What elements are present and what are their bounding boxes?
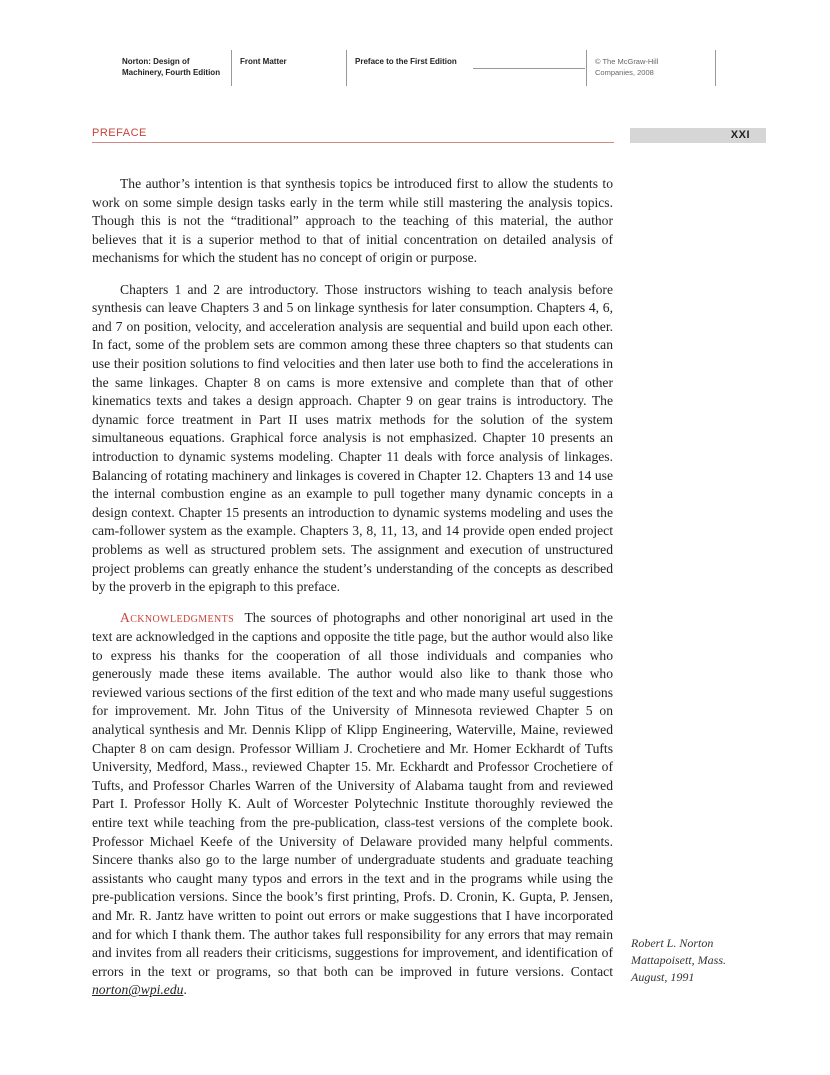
section-rule [92, 142, 614, 143]
header-chapter-cell [346, 50, 473, 86]
signature-name: Robert L. Norton [631, 936, 714, 950]
signature-block [631, 935, 771, 986]
header-book-line2: Machinery, Fourth Edition [122, 68, 221, 77]
acknowledgments-text: The sources of photographs and other nonoriginal art used in the text are acknowledged in the captions and opposite the title page, but the author would also like to express his thanks for the cooperation of all those individuals and companies who generously made these items available. The author would also like to thank those who reviewed various sections of the first edition of the text and who made many useful suggestions for improvement. Mr. John Titus of the University of Minnesota reviewed Chapter 5 on analytical synthesis and Mr. Dennis Klipp of Klipp Engineering, Waterville, Maine, reviewed Chapter 8 on cam design. Professor William J. Crochetiere and Mr. Homer Eckhardt of Tufts University, Medford, Mass., reviewed Chapter 15. Mr. Eckhardt and Professor Crochetiere of Tufts, and Professor Charles Warren of the University of Alabama taught from and reviewed Part I. Professor Holly K. Ault of Worcester Polytechnic Institute thoroughly reviewed the entire text while teaching from the pre-publication, class-test versions of the complete book. Professor Michael Keefe of the University of Delaware provided many helpful comments. Sincere thanks also go to the large number of undergraduate students and graduate teaching assistants who caught many typos and errors in the text and in the programs while using the pre-publication versions. Since the book’s first printing, Profs. D. Cronin, K. Gupta, P. Jensen, and Mr. R. Jantz have written to point out errors or make suggestions that I have incorporated and for which I thank them. The author takes full responsibility for any errors that may remain and invites from all readers their criticisms, suggestions for improvement, and identification of errors in the text or programs, so that both can be improved in future versions. Contact [92, 610, 613, 979]
paragraph-intention: The author’s intention is that synthesis topics be introduced first to allow the students to work on some simple design tasks early in the term while still mastering the analysis topics. Though this is not the “traditional” approach to the teaching of this material, the author believes that it is a superior method to that of initial concentration on detailed analysis of mechanisms for which the student has no concept of origin or purpose. [92, 176, 613, 266]
header-publisher-line2: Companies, 2008 [595, 68, 654, 77]
signature-date: August, 1991 [631, 970, 695, 984]
running-header [114, 50, 716, 88]
section-label: PREFACE [92, 127, 147, 139]
page-number-bar [630, 128, 766, 143]
header-chapter: Preface to the First Edition [355, 57, 457, 66]
acknowledgments-end: . [183, 982, 187, 998]
signature-place: Mattapoisett, Mass. [631, 953, 726, 967]
body-text [92, 175, 613, 1013]
header-book-cell [114, 50, 230, 86]
header-part-cell [231, 50, 346, 86]
contact-email-link[interactable]: norton@wpi.edu [92, 982, 184, 998]
header-publisher-cell [586, 50, 716, 86]
paragraph-acknowledgments [92, 609, 613, 999]
header-book-line1: Norton: Design of [122, 57, 190, 66]
paragraph-chapters: Chapters 1 and 2 are introductory. Those instructors wishing to teach analysis before synthesis can leave Chapters 3 and 5 on linkage synthesis for later consumption. Chapters 4, 6, and 7 on position, velocity, and acceleration analysis are sequential and build upon each other. In fact, some of the problem sets are common among these three chapters so that students can use their position solutions to find velocities and then later use both to find the accelerations in the same linkages. Chapter 8 on cams is more extensive and complete than that of other kinematics texts and takes a design approach. Chapter 9 on gear trains is introductory. The dynamic force treatment in Part II uses matrix methods for the solution of the system simultaneous equations. Graphical force analysis is not emphasized. Chapter 10 presents an introduction to dynamic systems modeling. Chapter 11 deals with force analysis of linkages. Balancing of rotating machinery and linkages is covered in Chapter 12. Chapters 13 and 14 use the internal combustion engine as an example to pull together many dynamic concepts in a design context. Chapter 15 presents an introduction to dynamic systems modeling and uses the cam-follower system as the example. Chapters 3, 8, 11, 13, and 14 provide open ended project problems as well as structured problem sets. The assignment and execution of unstructured project problems can greatly enhance the student’s understanding of the concepts as described by the proverb in the epigraph to this preface. [92, 281, 613, 595]
header-publisher-line1: © The McGraw-Hill [595, 57, 659, 66]
header-divider [473, 68, 585, 69]
acknowledgments-heading: Acknowledgments [120, 610, 235, 626]
header-part: Front Matter [240, 57, 287, 66]
page-number: XXI [730, 129, 750, 141]
